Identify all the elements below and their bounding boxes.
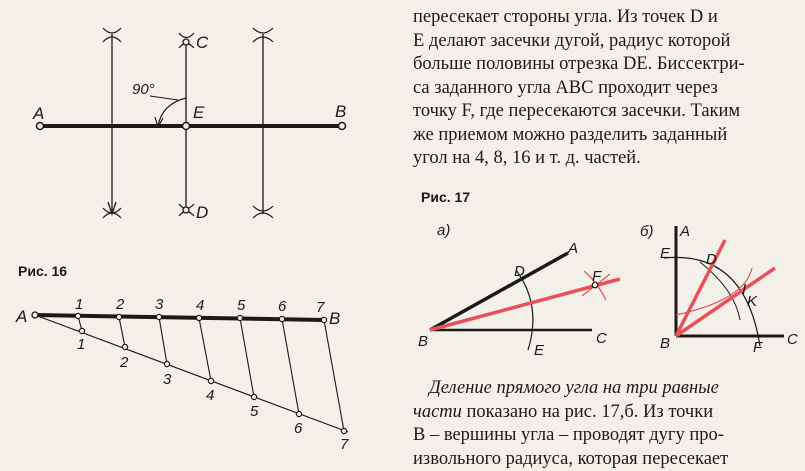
point-a — [32, 312, 38, 318]
label-a: A — [15, 307, 27, 326]
svg-text:A: A — [679, 223, 690, 240]
svg-text:F: F — [592, 268, 602, 285]
text-line: извольного радиуса, которая пересекает — [413, 448, 801, 471]
svg-text:A: A — [567, 240, 578, 257]
svg-text:2: 2 — [119, 354, 129, 371]
label-c: C — [196, 33, 209, 52]
label-90: 90° — [132, 81, 155, 98]
point-a — [37, 123, 44, 130]
right-angle-arc — [158, 98, 186, 126]
svg-text:F: F — [753, 339, 763, 356]
point-b — [339, 123, 346, 130]
svg-text:D: D — [514, 263, 525, 280]
text-line: пересекает стороны угла. Из точек D и — [413, 6, 801, 30]
svg-text:3: 3 — [163, 371, 172, 388]
svg-text:1: 1 — [77, 336, 85, 353]
svg-text:7: 7 — [340, 436, 349, 453]
text-line: B – вершины угла – проводят дугу про- — [413, 424, 801, 448]
trisector-1 — [676, 240, 725, 336]
figure-perpendicular — [37, 28, 346, 218]
paragraph-bisector — [413, 6, 801, 171]
label-b: B — [335, 102, 346, 121]
svg-text:6: 6 — [294, 420, 303, 437]
svg-text:C: C — [787, 331, 798, 348]
svg-text:E: E — [660, 245, 671, 262]
svg-text:4: 4 — [196, 297, 204, 314]
caption-fig-17: Рис. 17 — [421, 189, 470, 205]
panel-a: а) — [437, 222, 450, 239]
svg-text:E: E — [534, 342, 545, 359]
svg-text:3: 3 — [155, 296, 164, 313]
arc-k — [700, 262, 740, 320]
text-line: E делают засечки дугой, радиус которой — [413, 30, 801, 54]
label-d: D — [196, 203, 208, 222]
text-line — [413, 401, 801, 425]
point-e — [183, 123, 190, 130]
svg-text:B: B — [660, 335, 670, 352]
label-b: B — [329, 309, 340, 328]
paragraph-trisection — [413, 377, 801, 471]
svg-text:1: 1 — [75, 296, 83, 313]
label-e: E — [193, 103, 205, 122]
svg-text:K: K — [747, 293, 758, 310]
svg-text:5: 5 — [250, 403, 259, 420]
svg-text:7: 7 — [316, 299, 325, 316]
bisector — [430, 279, 620, 330]
svg-text:C: C — [596, 330, 607, 347]
svg-text:D: D — [706, 251, 717, 268]
caption-fig-16: Рис. 16 — [18, 263, 67, 279]
trisector-2 — [676, 268, 775, 336]
svg-text:I: I — [742, 281, 746, 298]
svg-text:2: 2 — [115, 296, 125, 313]
panel-b: б) — [640, 223, 653, 240]
figure-17b — [664, 226, 784, 346]
text-line-heading: Деление прямого угла на три равные — [413, 377, 801, 401]
ray-ba — [430, 253, 568, 330]
label-a: A — [32, 104, 44, 123]
point-c — [183, 39, 189, 45]
text-line: точку F, где пересекаются засечки. Таким — [413, 100, 801, 124]
text-line: же приемом можно разделить заданный — [413, 124, 801, 148]
text-line: са заданного угла ABC проходит через — [413, 77, 801, 101]
svg-text:6: 6 — [278, 298, 287, 315]
svg-text:4: 4 — [206, 387, 214, 404]
point-d — [183, 207, 189, 213]
text-fragment-italic: части — [413, 402, 462, 422]
text-fragment: показано на рис. 17,б. Из точки — [462, 402, 713, 422]
text-line: угол на 4, 8, 16 и т. д. частей. — [413, 147, 801, 171]
svg-text:B: B — [418, 333, 428, 350]
figure-16 — [32, 312, 348, 434]
svg-text:5: 5 — [237, 297, 246, 314]
text-line: больше половины отрезка DE. Биссектри- — [413, 53, 801, 77]
